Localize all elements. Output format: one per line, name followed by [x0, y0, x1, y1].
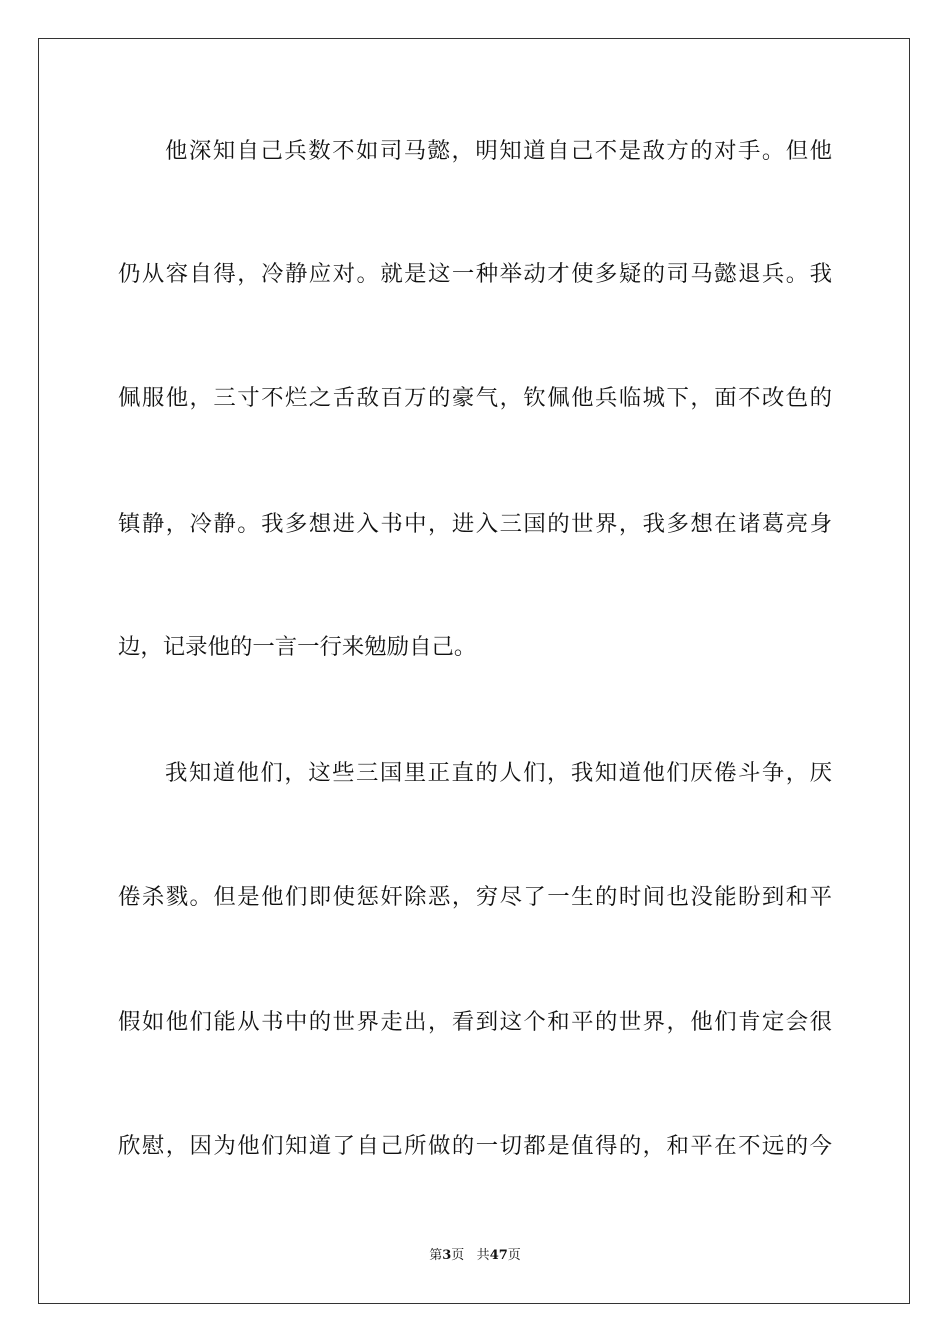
paragraph-line-4: 镇静，冷静。我多想进入书中，进入三国的世界，我多想在诸葛亮身 [118, 511, 832, 537]
page-border [38, 38, 910, 1304]
page-footer [0, 1247, 950, 1265]
page-suffix: 页 [451, 1248, 465, 1263]
paragraph-line-7: 倦杀戮。但是他们即使惩奸除恶，穷尽了一生的时间也没能盼到和平 [118, 884, 832, 910]
paragraph-line-8: 假如他们能从书中的世界走出，看到这个和平的世界，他们肯定会很 [118, 1009, 832, 1035]
paragraph-line-3: 佩服他，三寸不烂之舌敌百万的豪气，钦佩他兵临城下，面不改色的 [118, 385, 832, 411]
page-number: 3 [442, 1248, 452, 1263]
total-suffix: 页 [507, 1248, 521, 1263]
paragraph-line-1: 他深知自己兵数不如司马懿，明知道自己不是敌方的对手。但他 [165, 138, 832, 164]
total-prefix: 共 [476, 1248, 490, 1263]
paragraph-line-5: 边，记录他的一言一行来勉励自己。 [118, 634, 477, 660]
total-pages: 47 [489, 1248, 508, 1263]
page-prefix: 第 [429, 1248, 443, 1263]
paragraph-line-9: 欣慰，因为他们知道了自己所做的一切都是值得的，和平在不远的今 [118, 1133, 832, 1159]
paragraph-line-6: 我知道他们，这些三国里正直的人们，我知道他们厌倦斗争，厌 [165, 760, 832, 786]
paragraph-line-2: 仍从容自得，冷静应对。就是这一种举动才使多疑的司马懿退兵。我 [118, 261, 832, 287]
